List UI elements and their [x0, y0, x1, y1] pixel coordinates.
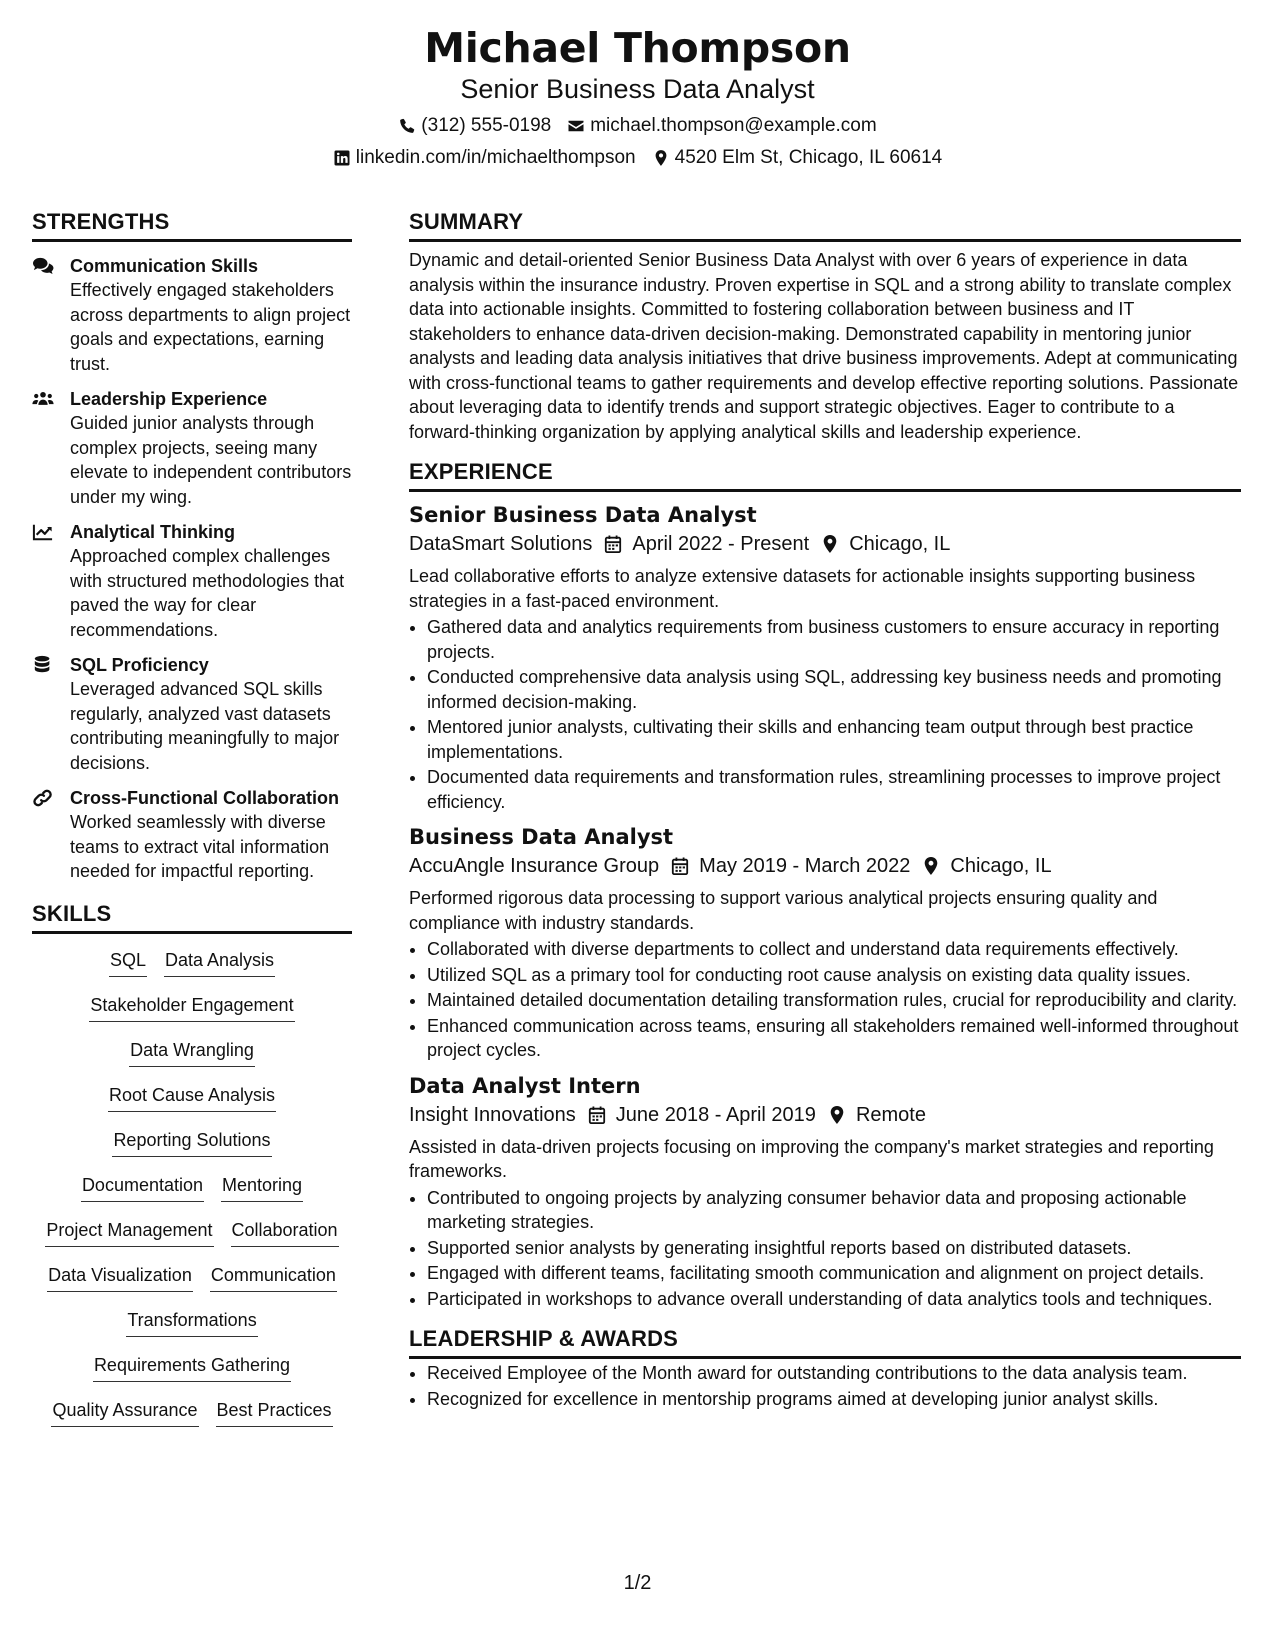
job-meta: [409, 530, 1241, 558]
skill-row: [32, 1353, 352, 1398]
skill-tag: SQL: [109, 948, 147, 977]
skill-tag: Requirements Gathering: [93, 1353, 291, 1382]
page-number: 1/2: [623, 1572, 652, 1594]
job-bullets: [409, 615, 1241, 814]
job-bullets: [409, 1186, 1241, 1312]
skills-section: [32, 900, 352, 1443]
database-icon: [32, 653, 70, 775]
job-dates: [604, 530, 809, 558]
company-name: AccuAngle Insurance Group: [409, 855, 660, 877]
bullet-item: • Participated in workshops to advance overall understanding of data analytics tools and techniques.: [427, 1287, 1241, 1312]
address-text: 4520 Elm St, Chicago, IL 60614: [674, 147, 943, 168]
experience-section: [409, 458, 1241, 1311]
strength-name: Leadership Experience: [70, 389, 268, 409]
bullet-item: • Maintained detailed documentation detailing transformation rules, crucial for reproducibility and clarity.: [427, 988, 1241, 1013]
skill-tag: Quality Assurance: [51, 1398, 198, 1427]
users-icon: [32, 387, 70, 509]
skill-tag: Data Wrangling: [129, 1038, 255, 1067]
strength-body: [70, 254, 352, 376]
strength-body: [70, 520, 352, 642]
strength-name: Cross-Functional Collaboration: [70, 788, 340, 808]
skill-row: [32, 1398, 352, 1443]
chart-line-icon: [32, 520, 70, 642]
bullet-item: • Documented data requirements and transformation rules, streamlining processes to improve project efficiency.: [427, 765, 1241, 814]
skill-row: [32, 1173, 352, 1218]
awards-section: [409, 1325, 1241, 1411]
bullet-item: • Mentored junior analysts, cultivating their skills and enhancing team output through best practice implementations.: [427, 715, 1241, 764]
skill-row: [32, 1038, 352, 1083]
date-range: June 2018 - April 2019: [615, 1103, 816, 1126]
job-company: [409, 1101, 576, 1129]
skill-row: [32, 1128, 352, 1173]
strength-name: Analytical Thinking: [70, 522, 236, 542]
job-title: Senior Business Data Analyst: [409, 503, 757, 527]
skill-row: [32, 993, 352, 1038]
skill-tag: Stakeholder Engagement: [89, 993, 294, 1022]
map-marker-icon: [922, 856, 940, 876]
phone-text: (312) 555-0198: [421, 115, 552, 136]
company-name: DataSmart Solutions: [409, 533, 593, 555]
skill-tag: Collaboration: [231, 1218, 339, 1247]
strength-name: SQL Proficiency: [70, 655, 209, 675]
date-range: May 2019 - March 2022: [699, 855, 911, 877]
strength-item: [32, 254, 352, 376]
skill-tag: Best Practices: [216, 1398, 333, 1427]
skill-row: [32, 1218, 352, 1263]
skill-tag: Data Analysis: [164, 948, 275, 977]
skill-row: [32, 1263, 352, 1308]
strength-body: [70, 653, 352, 775]
strength-description: Approached complex challenges with structured methodologies that paved the way for clear recommendations.: [70, 546, 345, 640]
email-contact[interactable]: [567, 114, 876, 138]
bullet-item: • Collaborated with diverse departments to collect and understand data requirements effectively.: [427, 937, 1241, 962]
job-meta: [409, 852, 1241, 880]
strength-name: Communication Skills: [70, 256, 259, 276]
strength-item: [32, 520, 352, 642]
awards-heading: LEADERSHIP & AWARDS: [409, 1325, 1241, 1359]
phone-icon: [398, 117, 416, 135]
strength-description: Worked seamlessly with diverse teams to extract vital information needed for impactful reporting.: [70, 812, 330, 881]
job-company: [409, 852, 659, 880]
email-text: michael.thompson@example.com: [590, 115, 877, 136]
job-location: [828, 1101, 926, 1129]
job-description: Assisted in data-driven projects focusing on improving the company's market strategies and reporting frameworks.: [409, 1136, 1214, 1181]
contact-row-1: [0, 114, 1275, 138]
job-description: Lead collaborative efforts to analyze extensive datasets for actionable insights supporting business strategies in a fast-paced environment.: [409, 566, 1196, 611]
bullet-item: • Utilized SQL as a primary tool for conducting root cause analysis on existing data quality issues.: [427, 963, 1241, 988]
award-item: • Recognized for excellence in mentorship programs aimed at developing junior analyst skills.: [427, 1387, 1241, 1412]
strength-body: [70, 387, 352, 509]
calendar-icon: [671, 856, 689, 876]
strengths-heading: STRENGTHS: [32, 208, 352, 242]
strength-item: [32, 387, 352, 509]
skill-tag: Root Cause Analysis: [108, 1083, 276, 1112]
calendar-icon: [588, 1105, 606, 1125]
job-location: [922, 852, 1051, 880]
calendar-icon: [604, 534, 622, 554]
skill-tag: Reporting Solutions: [112, 1128, 271, 1157]
job-company: [409, 530, 592, 558]
map-marker-icon: [828, 1105, 846, 1125]
location-text: Remote: [855, 1103, 926, 1126]
envelope-icon: [567, 117, 585, 135]
skill-tag: Data Visualization: [47, 1263, 193, 1292]
bullet-item: • Gathered data and analytics requirements from business customers to ensure accuracy in reporting projects.: [427, 615, 1241, 664]
skill-tag: Transformations: [126, 1308, 257, 1337]
strength-item: [32, 786, 352, 884]
strength-description: Effectively engaged stakeholders across departments to align project goals and expectations, earning trust.: [70, 280, 351, 374]
location-text: Chicago, IL: [849, 533, 951, 555]
bullet-item: • Contributed to ongoing projects by analyzing consumer behavior data and proposing actionable marketing strategies.: [427, 1186, 1241, 1235]
skill-tag: Communication: [210, 1263, 337, 1292]
skill-tag: Project Management: [45, 1218, 213, 1247]
job-title: Data Analyst Intern: [409, 1073, 641, 1098]
job-bullets: [409, 937, 1241, 1063]
location-text: Chicago, IL: [950, 855, 1052, 877]
resume-header: [0, 22, 1275, 170]
skill-tag: Documentation: [81, 1173, 204, 1202]
date-range: April 2022 - Present: [632, 533, 810, 555]
award-item: • Received Employee of the Month award for outstanding contributions to the data analysis team.: [427, 1361, 1241, 1386]
skill-row: [32, 1083, 352, 1128]
strength-description: Leveraged advanced SQL skills regularly, analyzed vast datasets contributing meaningfully to major decisions.: [70, 679, 340, 773]
skills-list: [32, 948, 352, 1443]
phone-contact: [398, 114, 551, 138]
strengths-list: [32, 254, 352, 884]
bullet-item: • Engaged with different teams, facilitating smooth communication and alignment on project details.: [427, 1261, 1241, 1286]
address-contact: [652, 146, 943, 170]
experience-heading: EXPERIENCE: [409, 458, 1241, 492]
contact-row-2: [0, 146, 1275, 170]
job-dates: [588, 1101, 816, 1129]
map-marker-icon: [652, 149, 670, 167]
skill-tag: Mentoring: [221, 1173, 303, 1202]
comments-icon: [32, 254, 70, 376]
linkedin-contact[interactable]: [333, 146, 636, 170]
job-dates: [671, 852, 910, 880]
bullet-item: • Conducted comprehensive data analysis using SQL, addressing key business needs and promoting informed decision-making.: [427, 665, 1241, 714]
map-marker-icon: [821, 534, 839, 554]
bullet-item: • Enhanced communication across teams, ensuring all stakeholders remained well-informed throughout project cycles.: [427, 1014, 1241, 1063]
job-meta: [409, 1101, 1241, 1129]
strength-item: [32, 653, 352, 775]
left-column: [32, 208, 352, 1443]
linkedin-text: linkedin.com/in/michaelthompson: [355, 147, 636, 168]
awards-list: [409, 1361, 1241, 1411]
link-icon: [32, 786, 70, 884]
strength-body: [70, 786, 352, 884]
candidate-title: Senior Business Data Analyst: [460, 74, 815, 104]
linkedin-icon: [333, 149, 351, 167]
job-description: Performed rigorous data processing to support various analytical projects ensuring quality and compliance with industry standards.: [409, 888, 1158, 933]
company-name: Insight Innovations: [409, 1103, 576, 1126]
skill-row: [32, 1308, 352, 1353]
job-title: Business Data Analyst: [409, 825, 674, 849]
job-location: [821, 530, 950, 558]
summary-heading: SUMMARY: [409, 208, 1241, 242]
skills-heading: SKILLS: [32, 900, 352, 934]
job-entry: [409, 1072, 1241, 1312]
strength-description: Guided junior analysts through complex projects, seeing many elevate to independent contributors under my wing.: [70, 413, 352, 507]
right-column: [409, 208, 1241, 1412]
bullet-item: • Supported senior analysts by generating insightful reports based on distributed datasets.: [427, 1236, 1241, 1261]
job-entry: [409, 823, 1241, 1063]
job-entry: [409, 501, 1241, 814]
skill-row: [32, 948, 352, 993]
summary-text: Dynamic and detail-oriented Senior Business Data Analyst with over 6 years of experience in data analysis within the insurance industry. Proven expertise in SQL and a strong ability to translate complex data into actionable insights. Committed to fostering collaboration between business and IT stakeholders to enhance data-driven decision-making. Demonstrated capability in mentoring junior analysts and leading data analysis initiatives that drive business improvements. Adept at communicating with cross-functional teams to gather requirements and develop effective reporting solutions. Passionate about leveraging data to identify trends and support strategic objectives. Eager to contribute to a forward-thinking organization by applying analytical skills and leadership experience.: [409, 250, 1239, 442]
candidate-name: Michael Thompson: [424, 24, 851, 72]
